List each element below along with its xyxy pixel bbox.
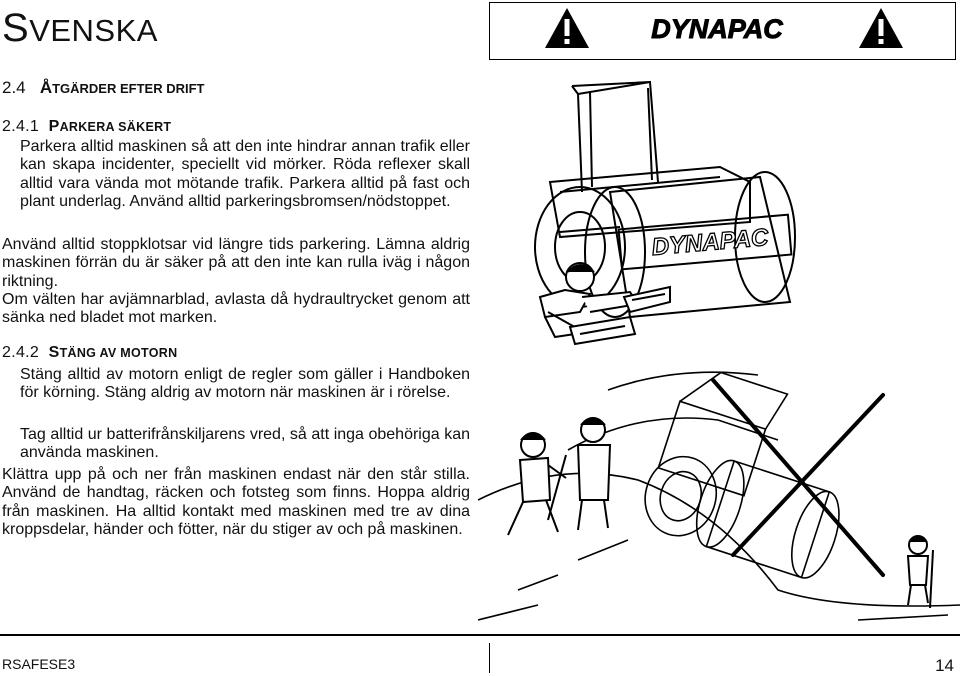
- paragraph: Tag alltid ur batterifrånskiljarens vred, så att inga obehöriga kan använda maskinen.: [20, 426, 470, 462]
- paragraph: Parkera alltid maskinen så att den inte hindrar annan trafik eller kan skapa incidenter, speciellt vid mörker. Röda reflexer skall alltid vara vända mot mötande trafik. Parkera alltid på fast och plant underlag. Använd alltid parkeringsbromsen/nödstoppet.: [20, 138, 470, 210]
- dynapac-logo: [612, 8, 822, 48]
- brand-logo-text: DYNAPAC: [651, 14, 783, 44]
- paragraph: Om välten har avjämnarblad, avlasta då hydraultrycket genom att sänka ned bladet mot marken.: [2, 291, 470, 327]
- warning-triangle-icon: [543, 6, 591, 50]
- title-rest: VENSKA: [29, 13, 158, 48]
- footer-page-box: [489, 643, 960, 673]
- title-initial: S: [2, 6, 30, 50]
- paragraph: Använd alltid stoppklotsar vid längre tids parkering. Lämna aldrig maskinen förrän du är säker på att den inte kan rulla iväg i någon riktning.: [2, 236, 470, 290]
- footer-rule: [0, 634, 960, 636]
- document-code: RSAFESE3: [2, 656, 76, 672]
- subsection-heading-park: 2.4.1 PARKERA SÄKERT: [2, 118, 172, 135]
- subsection-heading-engine: 2.4.2 STÄNG AV MOTORN: [2, 344, 178, 361]
- section-heading: 2.4 ÅTGÄRDER EFTER DRIFT: [2, 78, 205, 97]
- roller-on-slope-crossed-out-illustration: [478, 360, 960, 630]
- paragraph: Stäng alltid av motorn enligt de regler som gäller i Handboken för körning. Stäng aldrig av motorn när maskinen är i rörelse.: [20, 366, 470, 402]
- page-number: 14: [935, 656, 954, 675]
- roller-logo-text: DYNAPAC: [650, 223, 770, 262]
- paragraph: Klättra upp på och ner från maskinen endast när den står stilla. Använd de handtag, räcken och fotsteg som finns. Hoppa aldrig från maskinen. Ha alltid kontakt med maskinen med tre av dina kroppsdelar, händer och fötter, när du stiger av och på maskinen.: [2, 466, 470, 538]
- warning-triangle-icon: [857, 6, 905, 50]
- parked-roller-illustration: [520, 72, 960, 352]
- page-title: [2, 4, 158, 55]
